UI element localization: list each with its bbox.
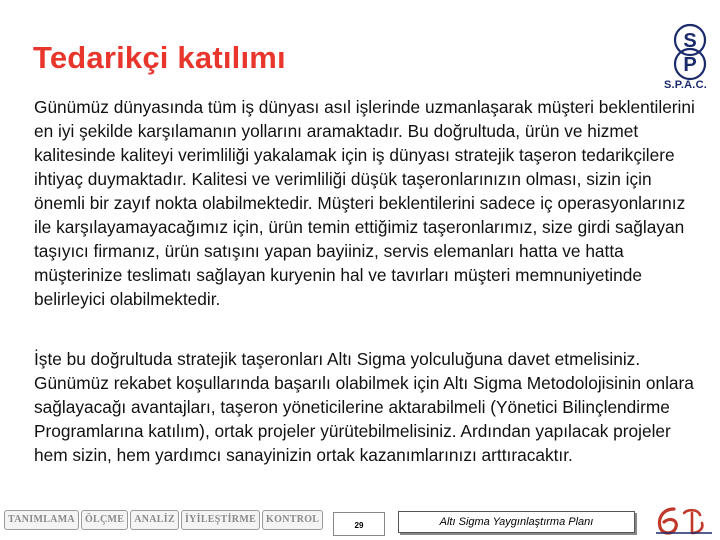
dmaic-steps (4, 510, 323, 530)
step-analiz: ANALİZ (130, 510, 179, 530)
page-number: 29 (333, 512, 385, 536)
six-sigma-logo-icon (652, 503, 716, 537)
logo-caption: S.P.A.C. (664, 79, 707, 91)
slide-title: Tedarikçi katılımı (33, 40, 286, 75)
plan-label: Altı Sigma Yaygınlaştırma Planı (398, 511, 635, 533)
paragraph-2: İşte bu doğrultuda stratejik taşeronları Altı Sigma yolculuğuna davet etmelisiniz. Günümüz rekabet koşullarında başarılı olabilmek için Altı Sigma Metodolojisinin onlara sağlayacağı avantajları, taşeron yöneticilerine aktarabilmeli (Yönetici Bilinçlendirme Programlarına katılım), ortak projeler yürütebilmelisiniz. Ardından yapılacak projeler hem sizin, hem yardımcı sanayinizin ortak kazanımlarınızı arttıracaktır. (34, 349, 694, 465)
paragraph-1: Günümüz dünyasında tüm iş dünyası asıl işlerinde uzmanlaşarak müşteri beklentilerini en iyi şekilde karşılamanın yollarını aramaktadır. Bu doğrultuda, ürün ve hizmet kalitesinde kaliteyi verimliliği yakalamak için iş dünyası stratejik taşeron tedarikçilere ihtiyaç duymaktadır. Kalitesi ve verimliliği düşük taşeronlarınızın olması, sizin için önemli bir zayıf nokta olabilmektedir. Müşteri beklentilerini sadece iç operasyonlarınız ile karşılayamayacağımız için, ürün temin ettiğimiz taşeronlarımız, size girdi sağlayan taşıyıcı firmanız, ürün satışını yapan bayiiniz, servis elemanları hatta ve hatta müşterinize teslimatı sağlayan kuryenin hal ve tavırları müşteri memnuniyetinde belirleyici olabilmektedir. (34, 97, 695, 309)
logo-letter-s: S (683, 30, 697, 52)
step-kontrol: KONTROL (262, 510, 323, 530)
step-tanimlama: TANIMLAMA (4, 510, 79, 530)
step-olcme: ÖLÇME (81, 510, 128, 530)
step-iyilestirme: İYİLEŞTİRME (181, 510, 260, 530)
logo-letter-p: P (683, 54, 697, 76)
